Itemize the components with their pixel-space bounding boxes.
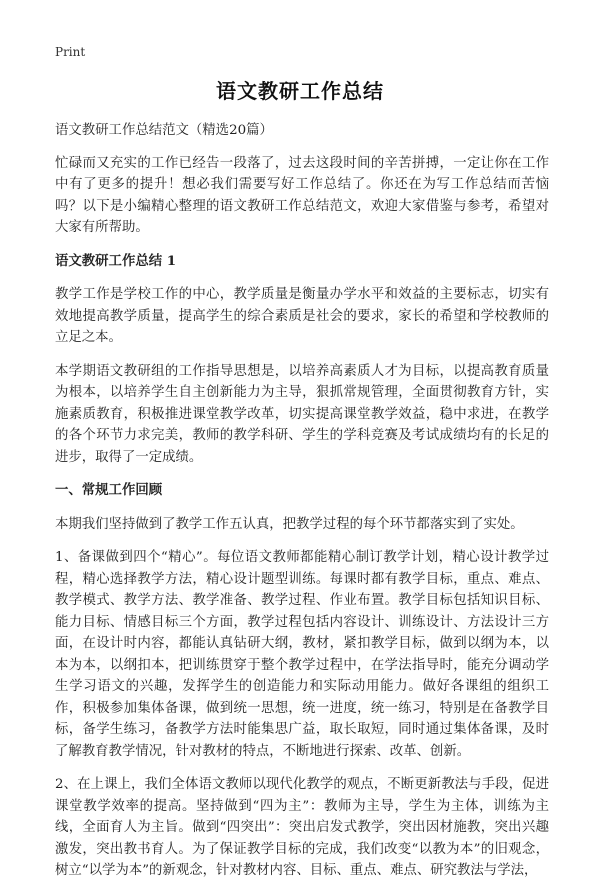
body-paragraph-1: 教学工作是学校工作的中心，教学质量是衡量办学水平和效益的主要标志，切实有效地提高教学质量，提高学生的综合素质是社会的要求，家长的希望和学校教师的立足之本。 <box>55 287 549 345</box>
print-label: Print <box>55 45 86 59</box>
body-paragraph-2: 本学期语文教研组的工作指导思想是，以培养高素质人才为目标，以提高教育质量为根本，以培养学生自主创新能力为主导，狠抓常规管理，全面贯彻教育方针，实施素质教育，积极推进课堂教学改革，切实提高课堂教学效益，稳中求进，在教学的各个环节力求完美，教师的教学科研、学生的学科竞赛及考试成绩均有的长足的进步，取得了一定成绩。 <box>55 363 549 465</box>
body-paragraph-3: 本期我们坚持做到了教学工作五认真，把教学过程的每个环节都落实到了实处。 <box>55 516 524 532</box>
section-heading-1: 语文教研工作总结 1 <box>55 252 177 269</box>
body-paragraph-5: 2、在上课上，我们全体语文教师以现代化教学的观点，不断更新教法与手段，促进课堂教学效率的提高。坚持做到“四为主”：教师为主导，学生为主体，训练为主线，全面育人为主旨。做到“四突出”：突出启发式教学，突出因材施教，突出兴趣激发，突出教书育人。为了保证教学目标的完成，我们改变“以教为本”的旧观念，树立“以学为本”的新观念，针对教材内容、目标、重点、难点、研究教法与学法， <box>55 777 549 878</box>
intro-paragraph: 忙碌而又充实的工作已经告一段落了，过去这段时间的辛苦拼搏，一定让你在工作中有了更多的提升！想必我们需要写好工作总结了。你还在为写工作总结而苦恼吗？以下是小编精心整理的语文教研工作总结范文，欢迎大家借鉴与参考，希望对大家有所帮助。 <box>55 155 549 235</box>
document-title: 语文教研工作总结 <box>216 79 384 103</box>
document-body <box>55 120 549 894</box>
document-subtitle: 语文教研工作总结范文（精选20篇） <box>55 123 273 138</box>
section-heading-2: 一、常规工作回顾 <box>55 482 163 498</box>
body-paragraph-4: 1、备课做到四个“精心”。每位语文教师都能精心制订教学计划，精心设计教学过程，精心选择教学方法，精心设计题型训练。每课时都有教学目标，重点、难点、教学模式、教学方法、教学准备、教学过程、作业布置。教学目标包括知识目标、能力目标、情感目标三个方面，教学过程包括内容设计、训练设计、方法设计三方面，在设计时内容，都能认真钻研大纲，教材，紧扣教学目标，做到以纲为本，以本为本，以纲扣本，把训练贯穿于整个教学过程中，在学法指导时，能充分调动学生学习语文的兴趣，发挥学生的创造能力和实际动用能力。做好各课组的组织工作，积极参加集体备课，做到统一思想，统一进度，统一练习，特别是在备教学目标，备学生练习，备教学方法时能集思广益，取长取短，同时通过集体备课，及时了解教育教学情况，针对教材的特点，不断地进行探索、改革、创新。 <box>55 550 549 759</box>
